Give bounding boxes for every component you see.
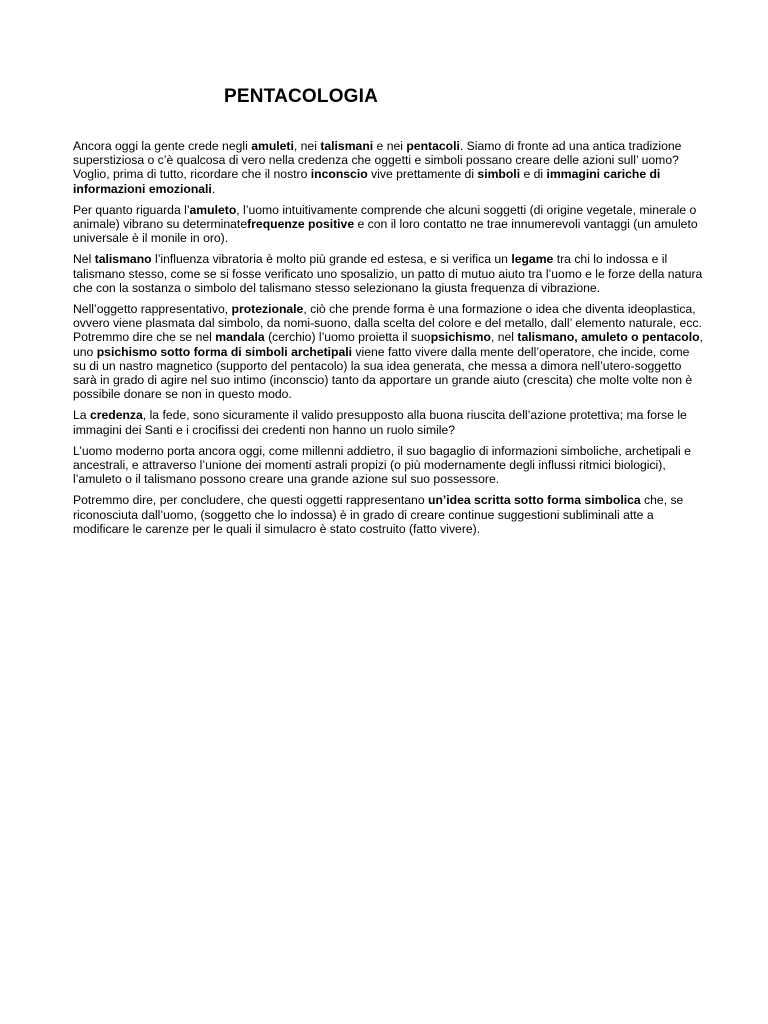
paragraph — [73, 203, 703, 246]
paragraph — [73, 444, 703, 487]
text-run: , uno — [73, 330, 703, 359]
bold-term: talismano, amuleto o pentacolo — [517, 330, 700, 345]
bold-term: amuleto — [189, 202, 237, 217]
bold-term: mandala — [215, 330, 265, 345]
paragraph — [73, 302, 703, 401]
text-run: Nell’oggetto rappresentativo, — [73, 302, 232, 317]
text-run: , l’uomo intuitivamente comprende che alcuni soggetti (di origine vegetale, minerale o animale) vibrano su determinate — [73, 202, 697, 232]
text-run: . — [211, 181, 216, 196]
bold-term: inconscio — [310, 167, 368, 182]
paragraph — [73, 408, 703, 436]
text-run: L’uomo moderno porta ancora oggi, come millenni addietro, il suo bagaglio di informazioni simboliche, archetipali e ancestrali, e attraverso l’unione dei momenti astrali propizi (o più modernamente degli influssi ritmici biologici), l’amuleto o il talismano possono creare una grande azione sul suo possessore. — [73, 443, 691, 487]
paragraph — [73, 252, 703, 295]
text-run: . Siamo di fronte ad una antica tradizione superstiziosa o c’è qualcosa di vero nella credenza che oggetti e simboli possano creare delle azioni sull’ uomo? Voglio, prima di tutto, ricordare che il nostro — [73, 139, 682, 182]
text-run: Per quanto riguarda l’ — [73, 202, 190, 217]
bold-term: talismano — [94, 252, 152, 267]
text-run: Nel — [73, 252, 95, 267]
text-run: viene fatto vivere dalla mente dell’operatore, che incide, come su di un nastro magnetico (supporto del pentacolo) la sua idea generata, che messa a dimora nell’utero-soggetto sarà in grado di agire nel suo intimo (inconscio) tanto da apportare un grande aiuto (crescita) che molte volte non è possibile donare se non in questo modo. — [73, 344, 693, 402]
bold-term: psichismo — [430, 330, 491, 345]
text-run: e nei — [373, 139, 407, 153]
text-run: l’influenza vibratoria è molto più grande ed estesa, e si verifica un — [151, 252, 512, 267]
text-run: , nei — [293, 139, 321, 153]
text-run: e di — [520, 167, 547, 182]
bold-term: simboli — [477, 167, 521, 182]
text-run: La — [73, 408, 90, 423]
text-run: tra chi lo indossa e il talismano stesso, come se si fosse verificato uno sposalizio, un patto di mutuo aiuto tra l’uomo e le forze della natura che con la sostanza o simbolo del talismano stesso selezionano la giusta frequenza di vibrazione. — [73, 252, 703, 295]
bold-term: amuleti — [251, 139, 294, 153]
text-run: , la fede, sono sicuramente il valido presupposto alla buona riuscita dell’azione protettiva; ma forse le immagini dei Santi e i crocifissi dei credenti non hanno un ruolo simile? — [73, 408, 687, 437]
bold-term: protezionale — [231, 302, 304, 317]
paragraph — [73, 139, 703, 196]
paragraph — [73, 493, 703, 536]
text-run: (cerchio) l’uomo proietta il suo — [264, 330, 431, 345]
page-title: PENTACOLOGIA — [224, 86, 379, 107]
document-body — [73, 139, 703, 543]
bold-term: credenza — [89, 408, 143, 423]
text-run: Potremmo dire, per concludere, che questi oggetti rappresentano — [73, 493, 428, 508]
bold-term: legame — [511, 252, 554, 267]
bold-term: pentacoli — [406, 139, 460, 153]
text-run: , ciò che prende forma è una formazione o idea che diventa ideoplastica, ovvero viene plasmata dal simbolo, da nomi-suono, dalla scelta del colore e del metallo, dall’ elemento naturale, ecc. Potremmo dire che se nel — [73, 302, 702, 345]
text-run: Ancora oggi la gente crede negli — [73, 139, 252, 153]
bold-term: frequenze positive — [247, 217, 355, 232]
bold-term: psichismo sotto forma di simboli archetipali — [96, 344, 353, 359]
text-run: che, se riconosciuta dall’uomo, (soggetto che lo indossa) è in grado di creare continue suggestioni subliminali atte a modificare le carenze per le quali il simulacro è stato costruito (fatto vivere). — [73, 493, 684, 536]
bold-term: un’idea scritta sotto forma simbolica — [428, 493, 641, 508]
text-run: e con il loro contatto ne trae innumerevoli vantaggi (un amuleto universale è il monile in oro). — [73, 217, 698, 246]
bold-term: talismani — [320, 139, 374, 153]
bold-term: immagini cariche di informazioni emozionali — [73, 167, 661, 196]
text-run: , nel — [490, 330, 518, 345]
text-run: vive prettamente di — [367, 167, 478, 182]
